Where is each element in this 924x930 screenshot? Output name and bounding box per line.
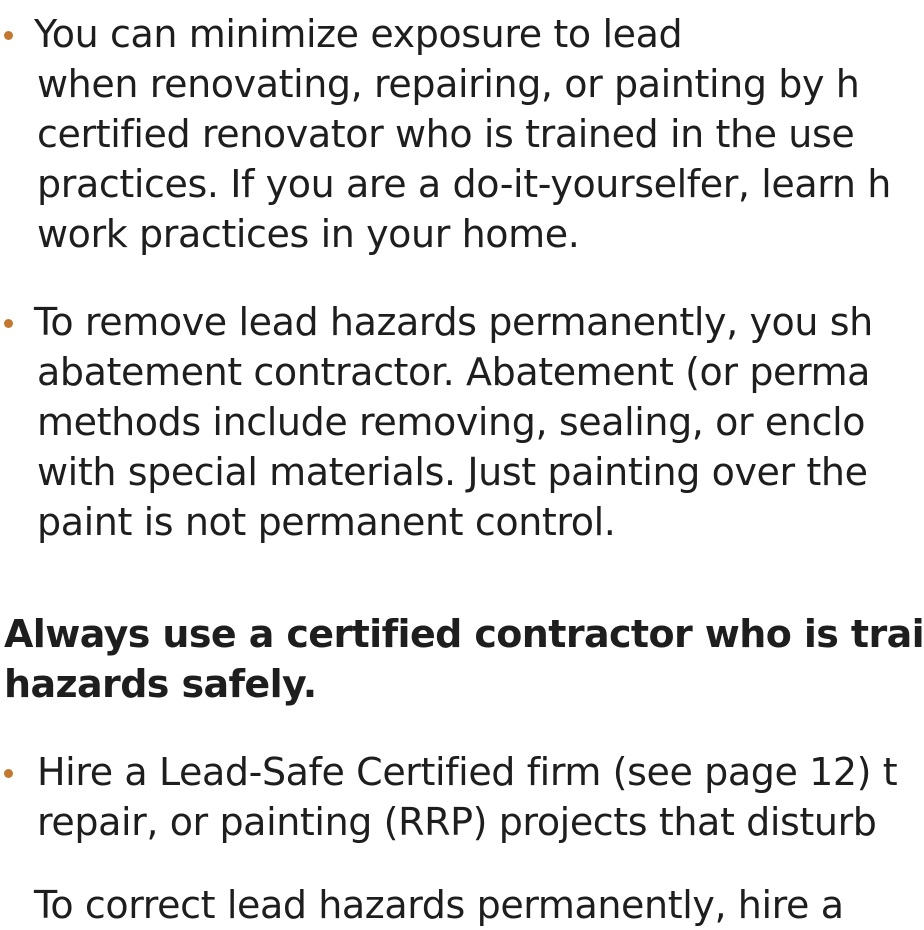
bullet-icon <box>4 31 13 40</box>
bullet-line: methods include removing, sealing, or enclo <box>37 400 866 444</box>
bullet-line: when renovating, repairing, or painting by h <box>37 62 860 106</box>
bullet-line: work practices in your home. <box>37 212 580 256</box>
bullet-line: abatement contractor. Abatement (or perma <box>37 350 871 394</box>
bullet-line: To correct lead hazards permanently, hire a <box>34 883 844 927</box>
bullet-icon <box>4 769 13 778</box>
heading-line: hazards safely. <box>4 662 317 706</box>
heading-line: Always use a certified contractor who is trai <box>4 612 924 656</box>
bullet-line: To remove lead hazards permanently, you sh <box>34 300 873 344</box>
bullet-line: with special materials. Just painting over the <box>37 450 868 494</box>
bullet-line: repair, or painting (RRP) projects that disturb <box>37 800 877 844</box>
bullet-line: paint is not permanent control. <box>37 500 616 544</box>
bullet-line: You can minimize exposure to lead <box>34 12 683 56</box>
bullet-line: Hire a Lead-Safe Certified firm (see page 12) t <box>37 750 898 794</box>
bullet-line: practices. If you are a do-it-yourselfer, learn h <box>37 162 891 206</box>
bullet-icon <box>4 319 13 328</box>
bullet-line: certified renovator who is trained in the use <box>37 112 855 156</box>
